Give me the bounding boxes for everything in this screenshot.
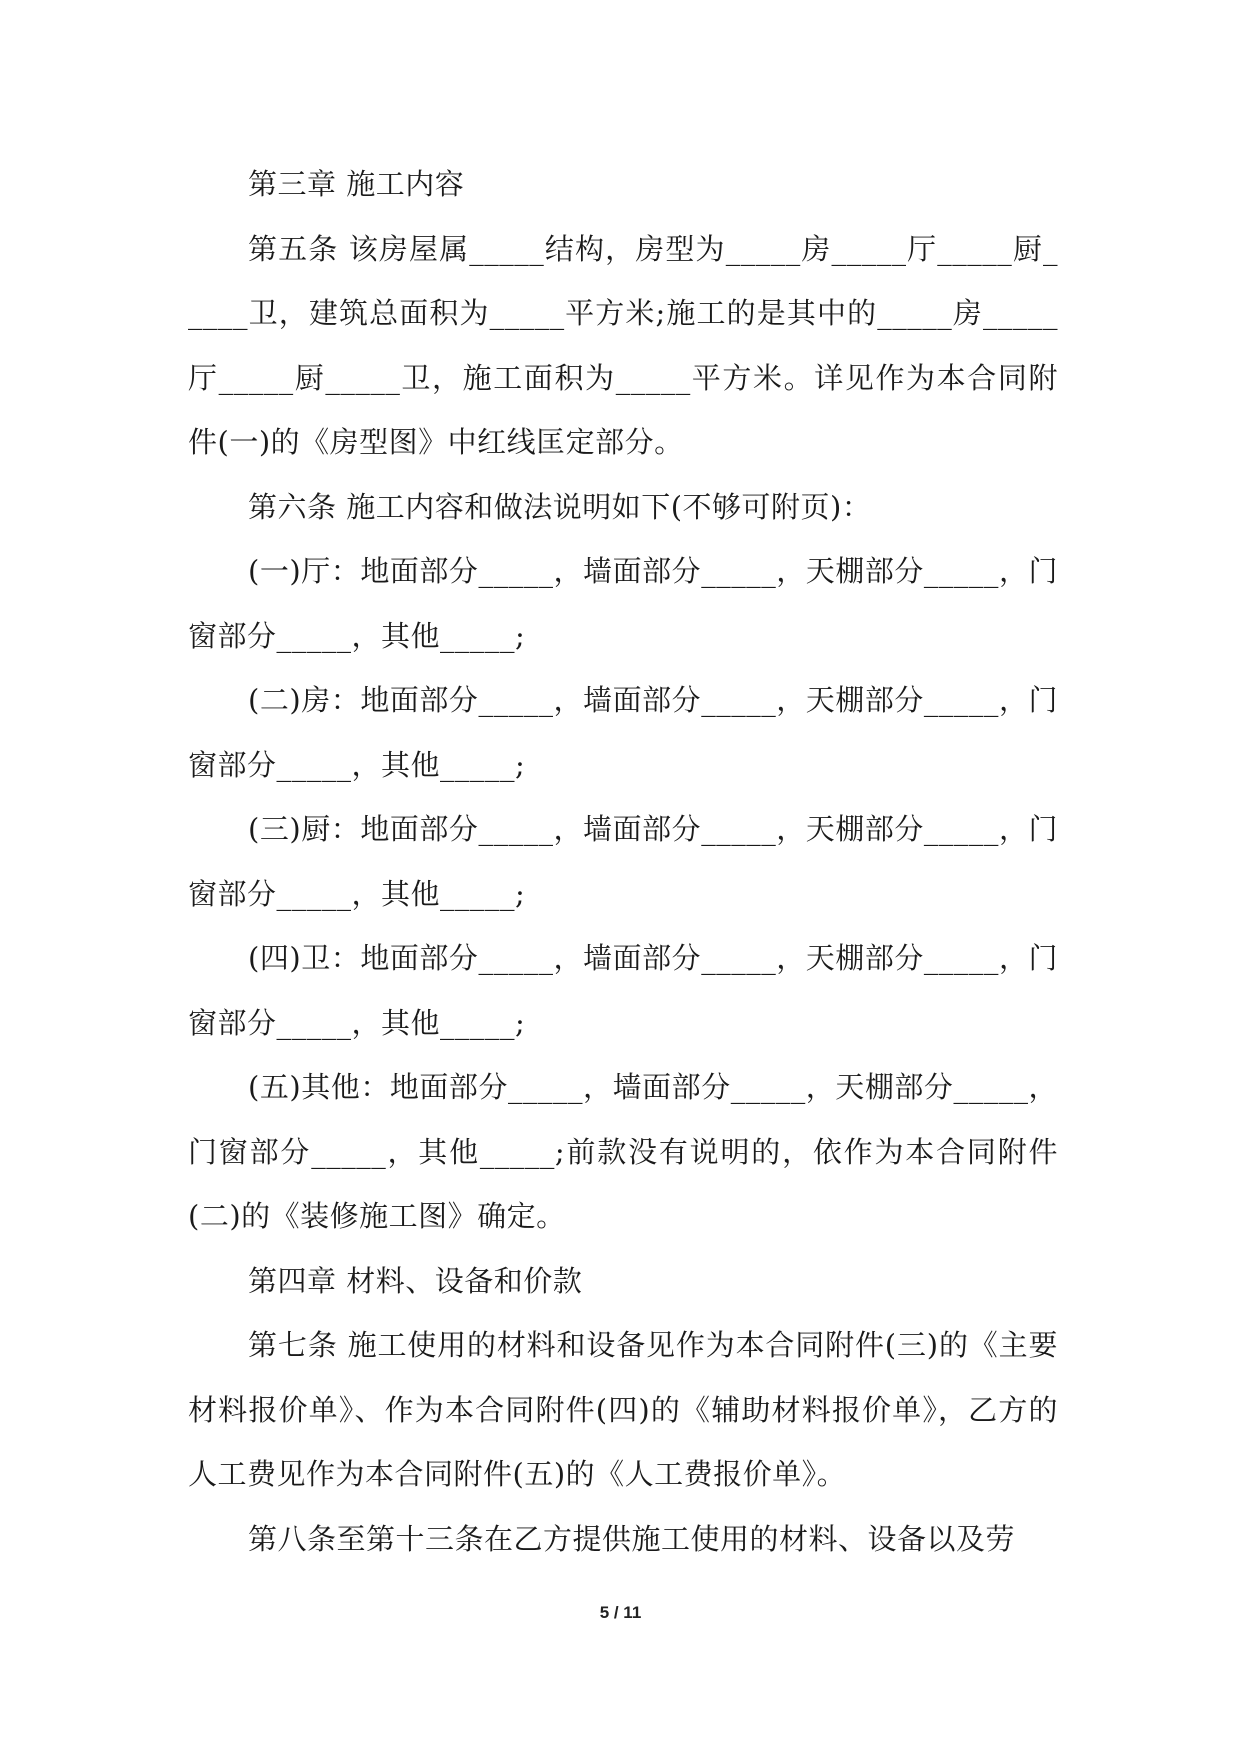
article-6-item-bathroom: (四)卫：地面部分_____，墙面部分_____，天棚部分_____，门窗部分_____，其他_____; <box>188 941 1058 1040</box>
article-5: 第五条 该房屋属_____结构，房型为_____房_____厅_____厨_____卫，建筑总面积为_____平方米;施工的是其中的_____房_____厅_____厨_____卫，施工面积为_____平方米。详见作为本合同附件(一)的《房型图》中红线匡定部分。 <box>188 231 1058 459</box>
article-6-item-other: (五)其他：地面部分_____，墙面部分_____，天棚部分_____，门窗部分_____，其他_____;前款没有说明的，依作为本合同附件(二)的《装修施工图》确定。 <box>188 1070 1058 1233</box>
article-6-item-kitchen: (三)厨：地面部分_____，墙面部分_____，天棚部分_____，门窗部分_____，其他_____; <box>188 812 1058 911</box>
article-6-item-hall: (一)厅：地面部分_____，墙面部分_____，天棚部分_____，门窗部分_____，其他_____; <box>188 554 1058 653</box>
article-6-item-room: (二)房：地面部分_____，墙面部分_____，天棚部分_____，门窗部分_____，其他_____; <box>188 683 1058 782</box>
article-6-intro: 第六条 施工内容和做法说明如下(不够可附页)： <box>248 489 872 524</box>
page-number: 5 / 11 <box>599 1603 642 1622</box>
document-body <box>188 152 1058 1571</box>
chapter-4-heading: 第四章 材料、设备和价款 <box>248 1263 583 1298</box>
article-8-start: 第八条至第十三条在乙方提供施工使用的材料、设备以及劳 <box>248 1521 1016 1556</box>
chapter-3-heading: 第三章 施工内容 <box>248 167 465 201</box>
article-7: 第七条 施工使用的材料和设备见作为本合同附件(三)的《主要材料报价单》、作为本合同附件(四)的《辅助材料报价单》，乙方的人工费见作为本合同附件(五)的《人工费报价单》。 <box>188 1328 1058 1491</box>
